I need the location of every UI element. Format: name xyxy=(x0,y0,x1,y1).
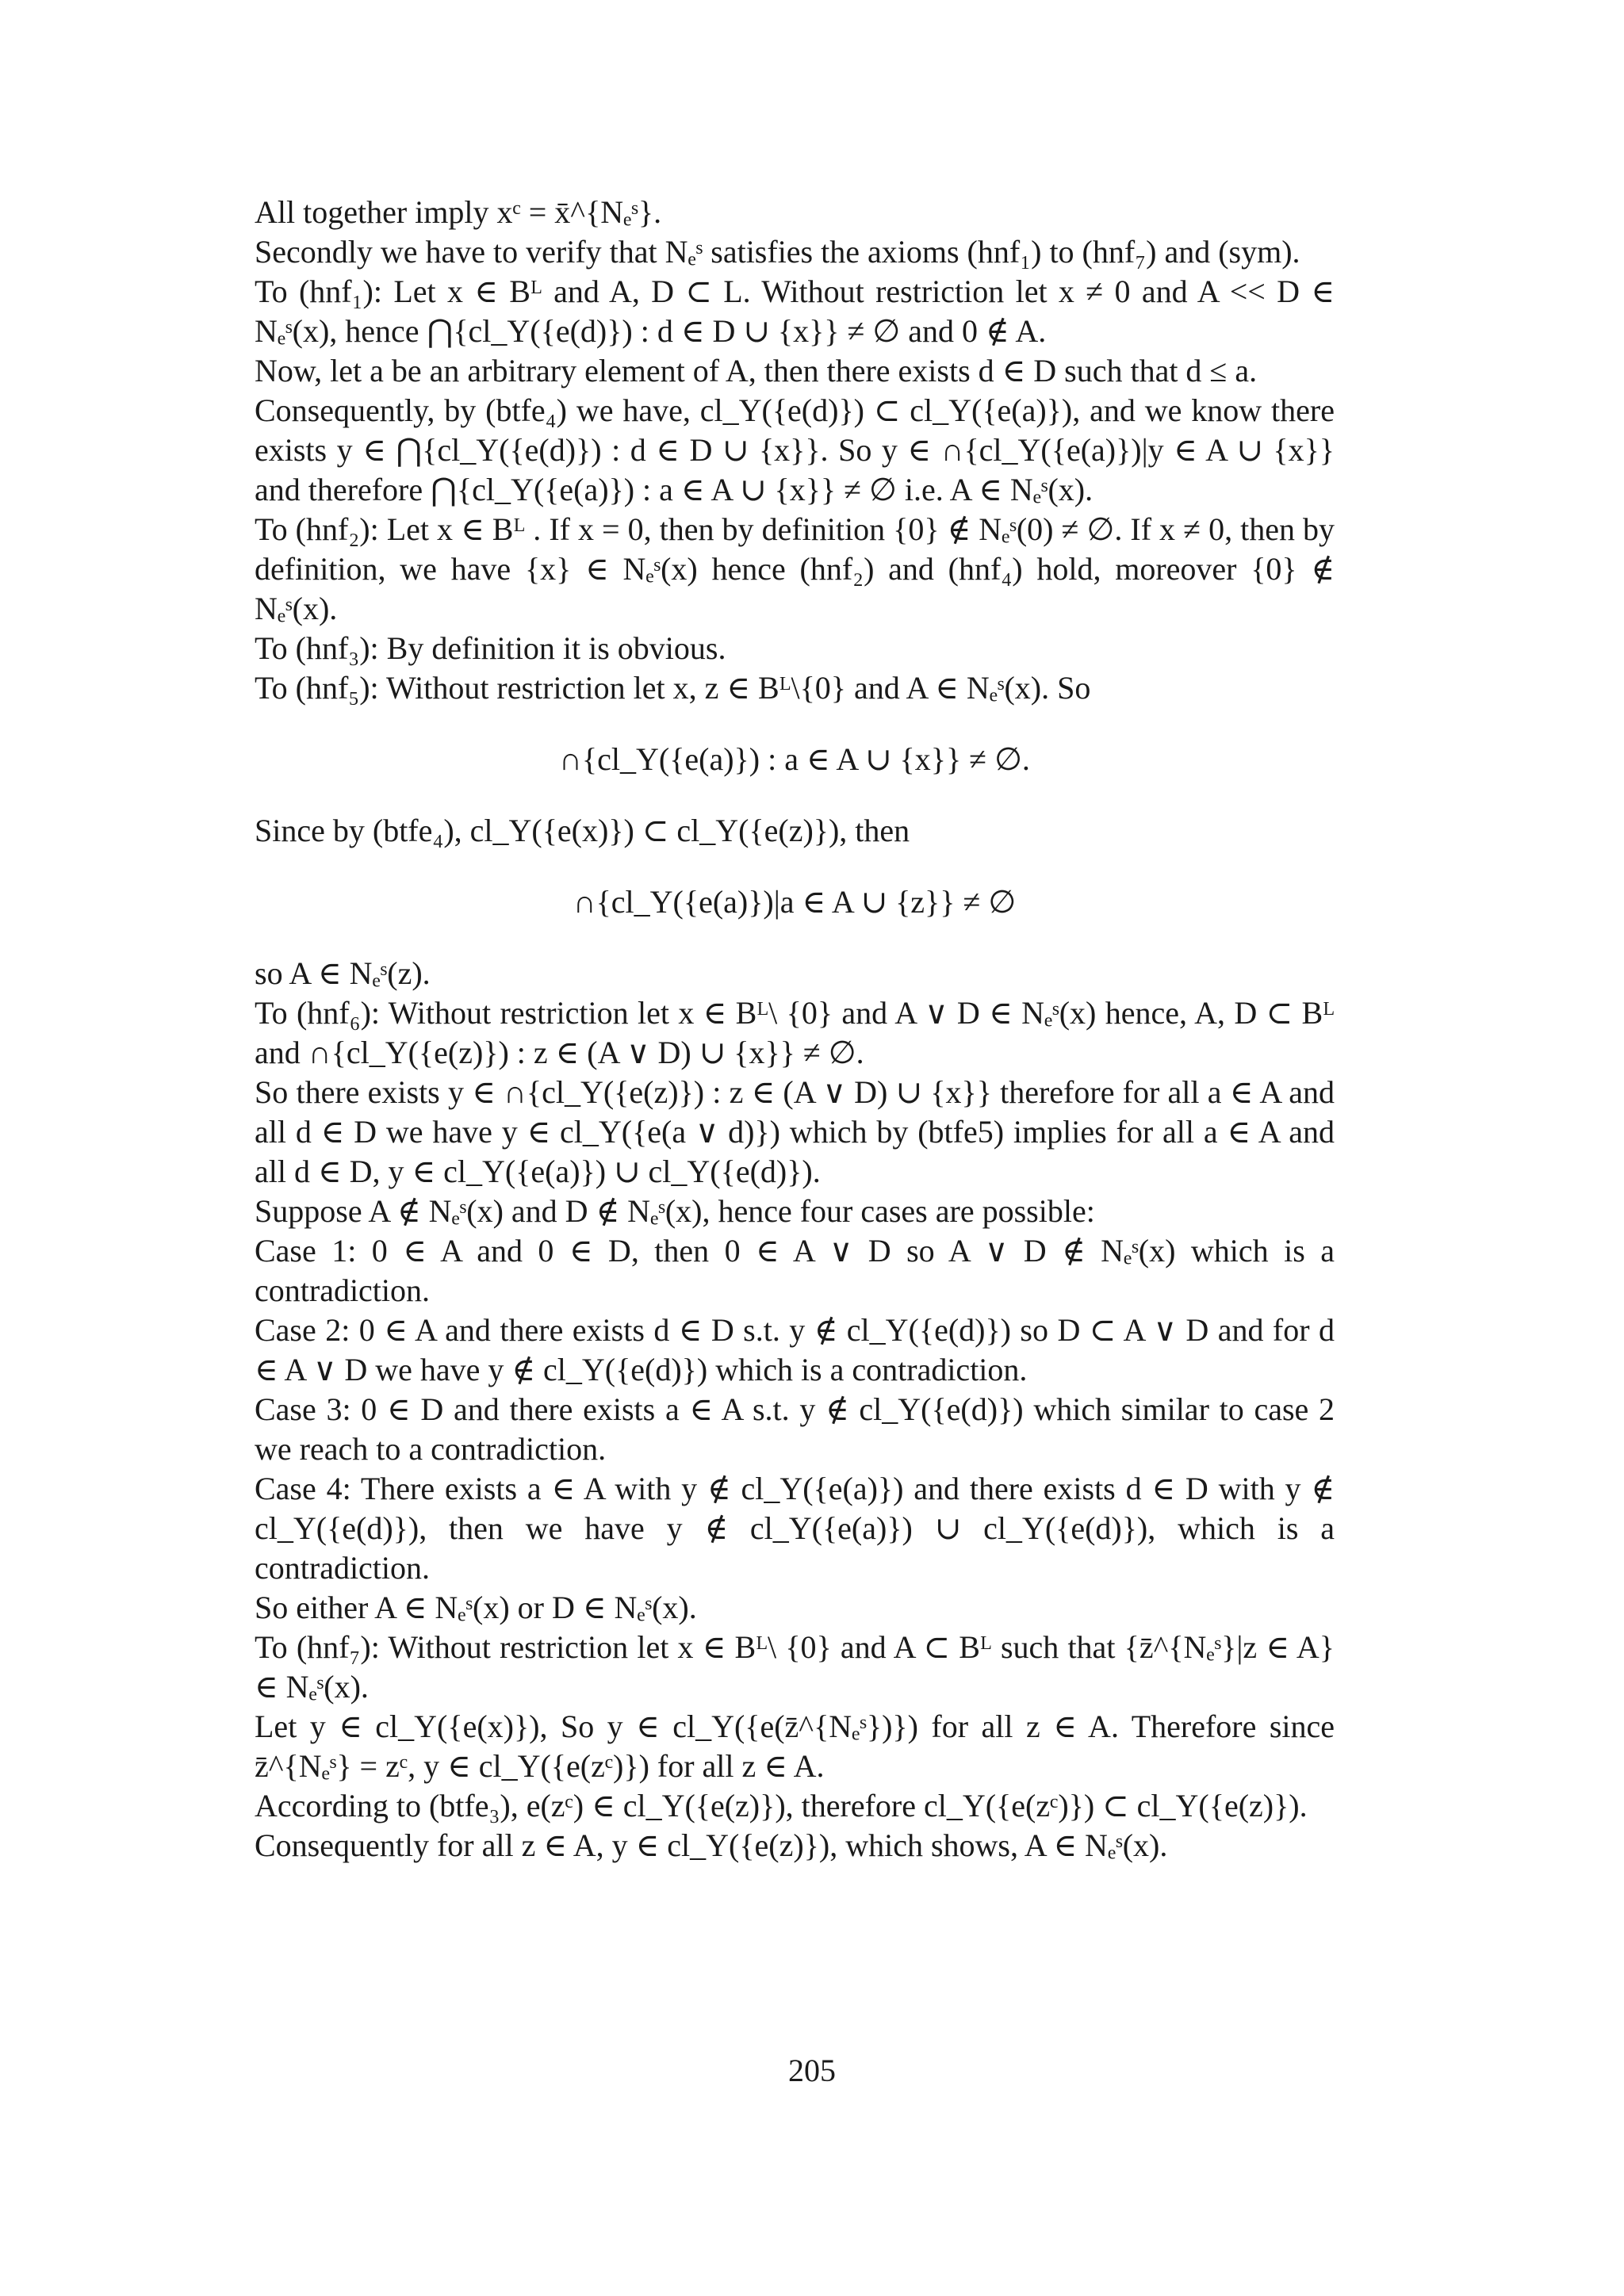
paragraph-17: Case 4: There exists a ∈ A with y ∉ cl_Y({e(a)}) and there exists d ∈ D with y ∉ cl_Y({e(d)}), then we have y ∉ cl_Y({e(a)}) ∪ cl_Y({e(d)}), which is a contradiction. xyxy=(255,1471,1335,1586)
display-formula-1: ∩{cl_Y({e(a)}) : a ∈ A ∪ {x}} ≠ ∅. xyxy=(559,741,1030,777)
paragraph-1: All together imply xᶜ = x̄^{Nₑˢ}. xyxy=(255,194,662,230)
paragraph-14: Case 1: 0 ∈ A and 0 ∈ D, then 0 ∈ A ∨ D so A ∨ D ∉ Nₑˢ(x) which is a contradiction. xyxy=(255,1233,1335,1308)
paragraph-8: To (hnf₅): Without restriction let x, z ∈ Bᴸ\{0} and A ∈ Nₑˢ(x). So xyxy=(255,670,1091,706)
paragraph-16: Case 3: 0 ∈ D and there exists a ∈ A s.t. y ∉ cl_Y({e(d)}) which similar to case 2 we reach to a contradiction. xyxy=(255,1391,1335,1467)
paragraph-9: Since by (btfe₄), cl_Y({e(x)}) ⊂ cl_Y({e(z)}), then xyxy=(255,813,910,848)
paragraph-4: Now, let a be an arbitrary element of A, then there exists d ∈ D such that d ≤ a. xyxy=(255,353,1258,388)
paragraph-7: To (hnf₃): By definition it is obvious. xyxy=(255,630,726,666)
paragraph-6: To (hnf₂): Let x ∈ Bᴸ . If x = 0, then by definition {0} ∉ Nₑˢ(0) ≠ ∅. If x ≠ 0, then by definition, we have {x} ∈ Nₑˢ(x) hence (hnf₂) and (hnf₄) hold, moreover {0} ∉ Nₑˢ(x). xyxy=(255,511,1335,626)
paragraph-20: Let y ∈ cl_Y({e(x)}), So y ∈ cl_Y({e(z̄^{Nₑˢ})}) for all z ∈ A. Therefore since z̄^{Nₑˢ} = zᶜ, y ∈ cl_Y({e(zᶜ)}) for all z ∈ A. xyxy=(255,1709,1335,1784)
paragraph-3: To (hnf₁): Let x ∈ Bᴸ and A, D ⊂ L. Without restriction let x ≠ 0 and A << D ∈ Nₑˢ(x), hence ⋂{cl_Y({e(d)}) : d ∈ D ∪ {x}} ≠ ∅ and 0 ∉ A. xyxy=(255,274,1335,349)
paragraph-2: Secondly we have to verify that Nₑˢ satisfies the axioms (hnf₁) to (hnf₇) and (sym). xyxy=(255,234,1300,270)
page-number: 205 xyxy=(788,2053,836,2088)
paragraph-22: Consequently for all z ∈ A, y ∈ cl_Y({e(z)}), which shows, A ∈ Nₑˢ(x). xyxy=(255,1827,1168,1863)
paragraph-19: To (hnf₇): Without restriction let x ∈ Bᴸ\ {0} and A ⊂ Bᴸ such that {z̄^{Nₑˢ}|z ∈ A} ∈ Nₑˢ(x). xyxy=(255,1629,1335,1705)
paragraph-21: According to (btfe₃), e(zᶜ) ∈ cl_Y({e(z)}), therefore cl_Y({e(zᶜ)}) ⊂ cl_Y({e(z)}). xyxy=(255,1788,1308,1823)
paragraph-18: So either A ∈ Nₑˢ(x) or D ∈ Nₑˢ(x). xyxy=(255,1590,697,1625)
paragraph-15: Case 2: 0 ∈ A and there exists d ∈ D s.t. y ∉ cl_Y({e(d)}) so D ⊂ A ∨ D and for d ∈ A ∨ D we have y ∉ cl_Y({e(d)}) which is a contradiction. xyxy=(255,1312,1335,1387)
paragraph-5: Consequently, by (btfe₄) we have, cl_Y({e(d)}) ⊂ cl_Y({e(a)}), and we know there exists y ∈ ⋂{cl_Y({e(d)}) : d ∈ D ∪ {x}}. So y ∈ ∩{cl_Y({e(a)})|y ∈ A ∪ {x}} and therefore ⋂{cl_Y({e(a)}) : a ∈ A ∪ {x}} ≠ ∅ i.e. A ∈ Nₑˢ(x). xyxy=(255,392,1335,507)
display-formula-2: ∩{cl_Y({e(a)})|a ∈ A ∪ {z}} ≠ ∅ xyxy=(573,884,1017,920)
paragraph-13: Suppose A ∉ Nₑˢ(x) and D ∉ Nₑˢ(x), hence four cases are possible: xyxy=(255,1193,1095,1229)
paragraph-12: So there exists y ∈ ∩{cl_Y({e(z)}) : z ∈ (A ∨ D) ∪ {x}} therefore for all a ∈ A and all d ∈ D we have y ∈ cl_Y({e(a ∨ d)}) which by (btfe5) implies for all a ∈ A and all d ∈ D, y ∈ cl_Y({e(a)}) ∪ cl_Y({e(d)}). xyxy=(255,1074,1335,1189)
proof-body xyxy=(255,193,1335,1866)
paragraph-10: so A ∈ Nₑˢ(z). xyxy=(255,955,431,991)
paragraph-11: To (hnf₆): Without restriction let x ∈ Bᴸ\ {0} and A ∨ D ∈ Nₑˢ(x) hence, A, D ⊂ Bᴸ and ∩{cl_Y({e(z)}) : z ∈ (A ∨ D) ∪ {x}} ≠ ∅. xyxy=(255,995,1335,1070)
